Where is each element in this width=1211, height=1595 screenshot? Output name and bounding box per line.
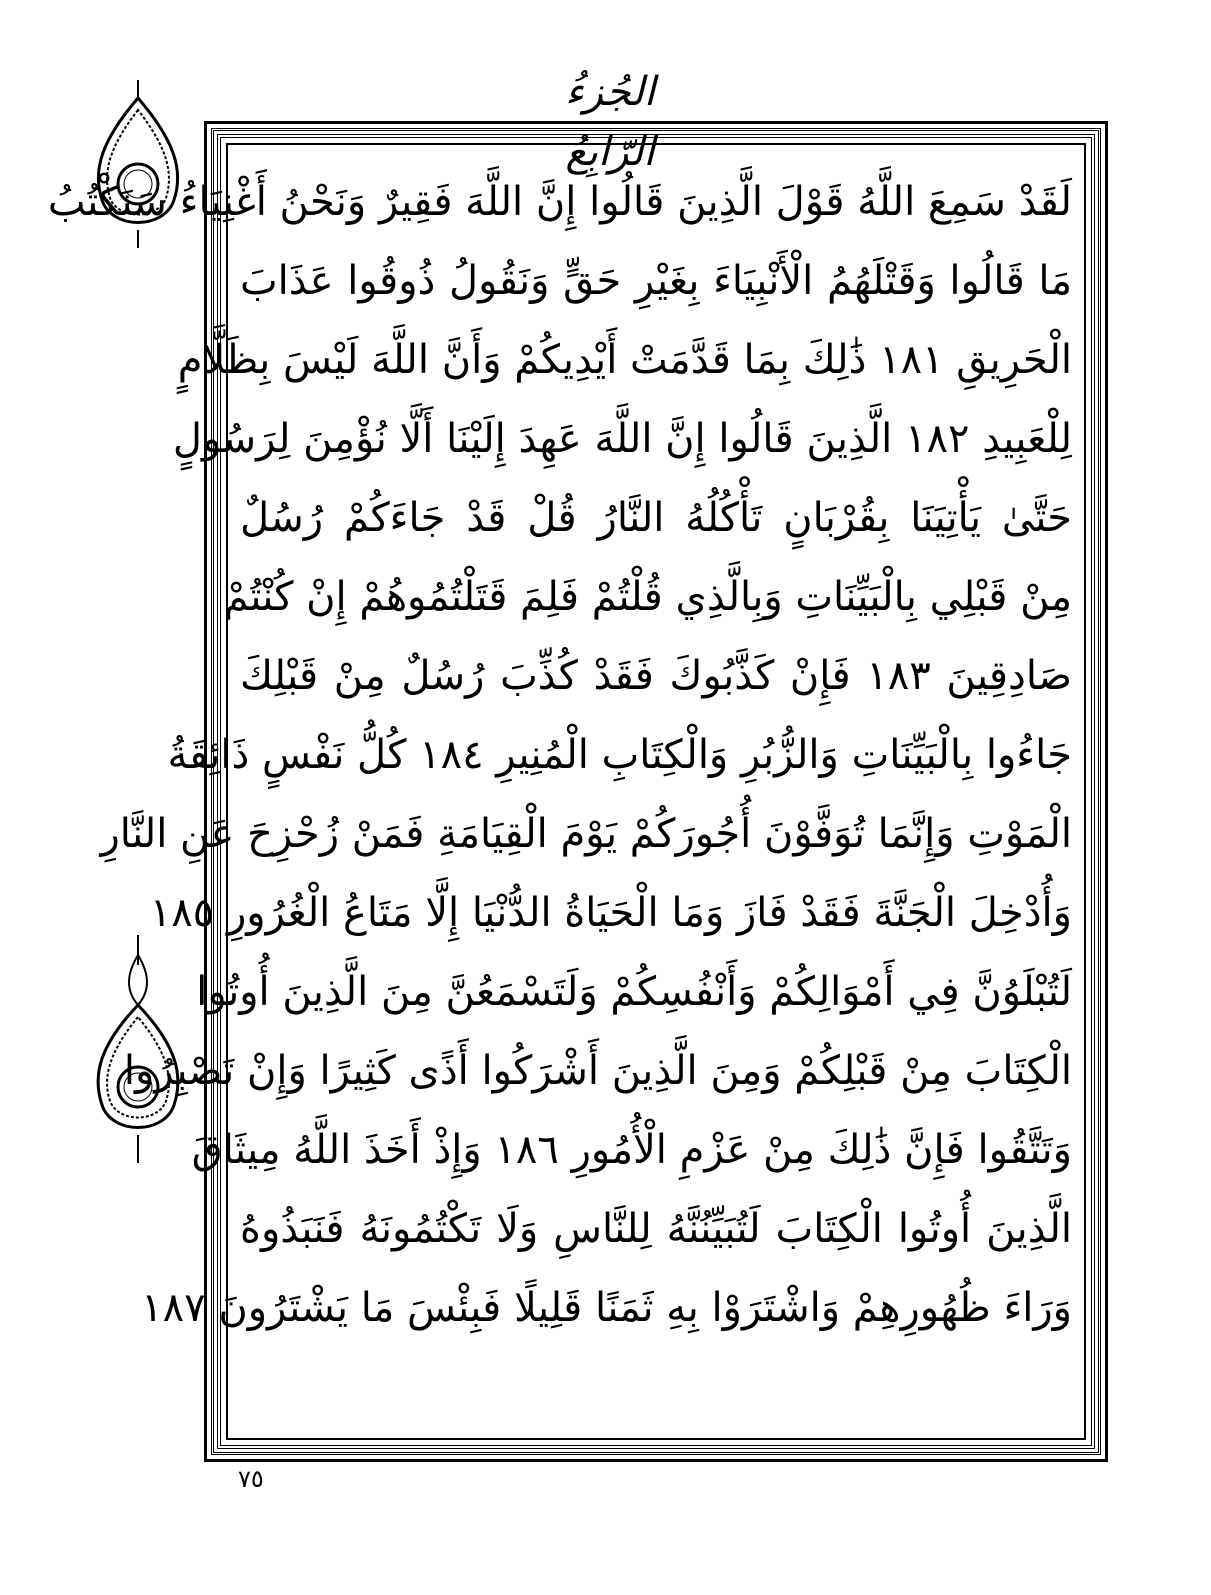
text-line: صَادِقِينَ ١٨٣ فَإِنْ كَذَّبُوكَ فَقَدْ كُذِّبَ رُسُلٌ مِنْ قَبْلِكَ	[240, 653, 1072, 699]
text-line: وَرَاءَ ظُهُورِهِمْ وَاشْتَرَوْا بِهِ ثَمَنًا قَلِيلًا فَبِئْسَ مَا يَشْتَرُونَ ١٨٧	[141, 1285, 1072, 1331]
text-line: لَقَدْ سَمِعَ اللَّهُ قَوْلَ الَّذِينَ قَالُوا إِنَّ اللَّهَ فَقِيرٌ وَنَحْنُ أَغْنِيَاءُ سَنَكْتُبُ	[47, 179, 1072, 225]
text-line: مَا قَالُوا وَقَتْلَهُمُ الْأَنْبِيَاءَ بِغَيْرِ حَقٍّ وَنَقُولُ ذُوقُوا عَذَابَ	[240, 258, 1072, 304]
text-line: الْحَرِيقِ ١٨١ ذَٰلِكَ بِمَا قَدَّمَتْ أَيْدِيكُمْ وَأَنَّ اللَّهَ لَيْسَ بِظَلَّامٍ	[177, 337, 1072, 383]
text-line: لَتُبْلَوُنَّ فِي أَمْوَالِكُمْ وَأَنْفُسِكُمْ وَلَتَسْمَعُنَّ مِنَ الَّذِينَ أُوتُوا	[196, 969, 1072, 1015]
page-number: ٧٥	[238, 1465, 264, 1493]
text-line: الْكِتَابَ مِنْ قَبْلِكُمْ وَمِنَ الَّذِينَ أَشْرَكُوا أَذًى كَثِيرًا وَإِنْ تَصْبِرُوا	[123, 1048, 1072, 1094]
text-line: لِلْعَبِيدِ ١٨٢ الَّذِينَ قَالُوا إِنَّ اللَّهَ عَهِدَ إِلَيْنَا أَلَّا نُؤْمِنَ لِرَسُولٍ	[172, 416, 1072, 462]
text-line: مِنْ قَبْلِي بِالْبَيِّنَاتِ وَبِالَّذِي قُلْتُمْ فَلِمَ قَتَلْتُمُوهُمْ إِنْ كُنْتُمْ	[223, 574, 1072, 620]
text-line: وَأُدْخِلَ الْجَنَّةَ فَقَدْ فَازَ وَمَا الْحَيَاةُ الدُّنْيَا إِلَّا مَتَاعُ الْغُرُورِ ١٨٥	[149, 890, 1072, 936]
quran-text-block	[47, 163, 1072, 1433]
text-line: الْمَوْتِ وَإِنَّمَا تُوَفَّوْنَ أُجُورَكُمْ يَوْمَ الْقِيَامَةِ فَمَنْ زُحْزِحَ عَنِ النَّارِ	[100, 811, 1072, 857]
text-line: جَاءُوا بِالْبَيِّنَاتِ وَالزُّبُرِ وَالْكِتَابِ الْمُنِيرِ ١٨٤ كُلُّ نَفْسٍ ذَائِقَةُ	[167, 732, 1072, 778]
juz-title: الجُزءُ الرّابِعُ	[565, 69, 655, 175]
text-line: الَّذِينَ أُوتُوا الْكِتَابَ لَتُبَيِّنُنَّهُ لِلنَّاسِ وَلَا تَكْتُمُونَهُ فَنَبَذُوهُ	[240, 1206, 1072, 1252]
text-line: وَتَتَّقُوا فَإِنَّ ذَٰلِكَ مِنْ عَزْمِ الْأُمُورِ ١٨٦ وَإِذْ أَخَذَ اللَّهُ مِيثَاقَ	[191, 1127, 1072, 1173]
text-line: حَتَّىٰ يَأْتِيَنَا بِقُرْبَانٍ تَأْكُلُهُ النَّارُ قُلْ قَدْ جَاءَكُمْ رُسُلٌ	[240, 495, 1072, 541]
